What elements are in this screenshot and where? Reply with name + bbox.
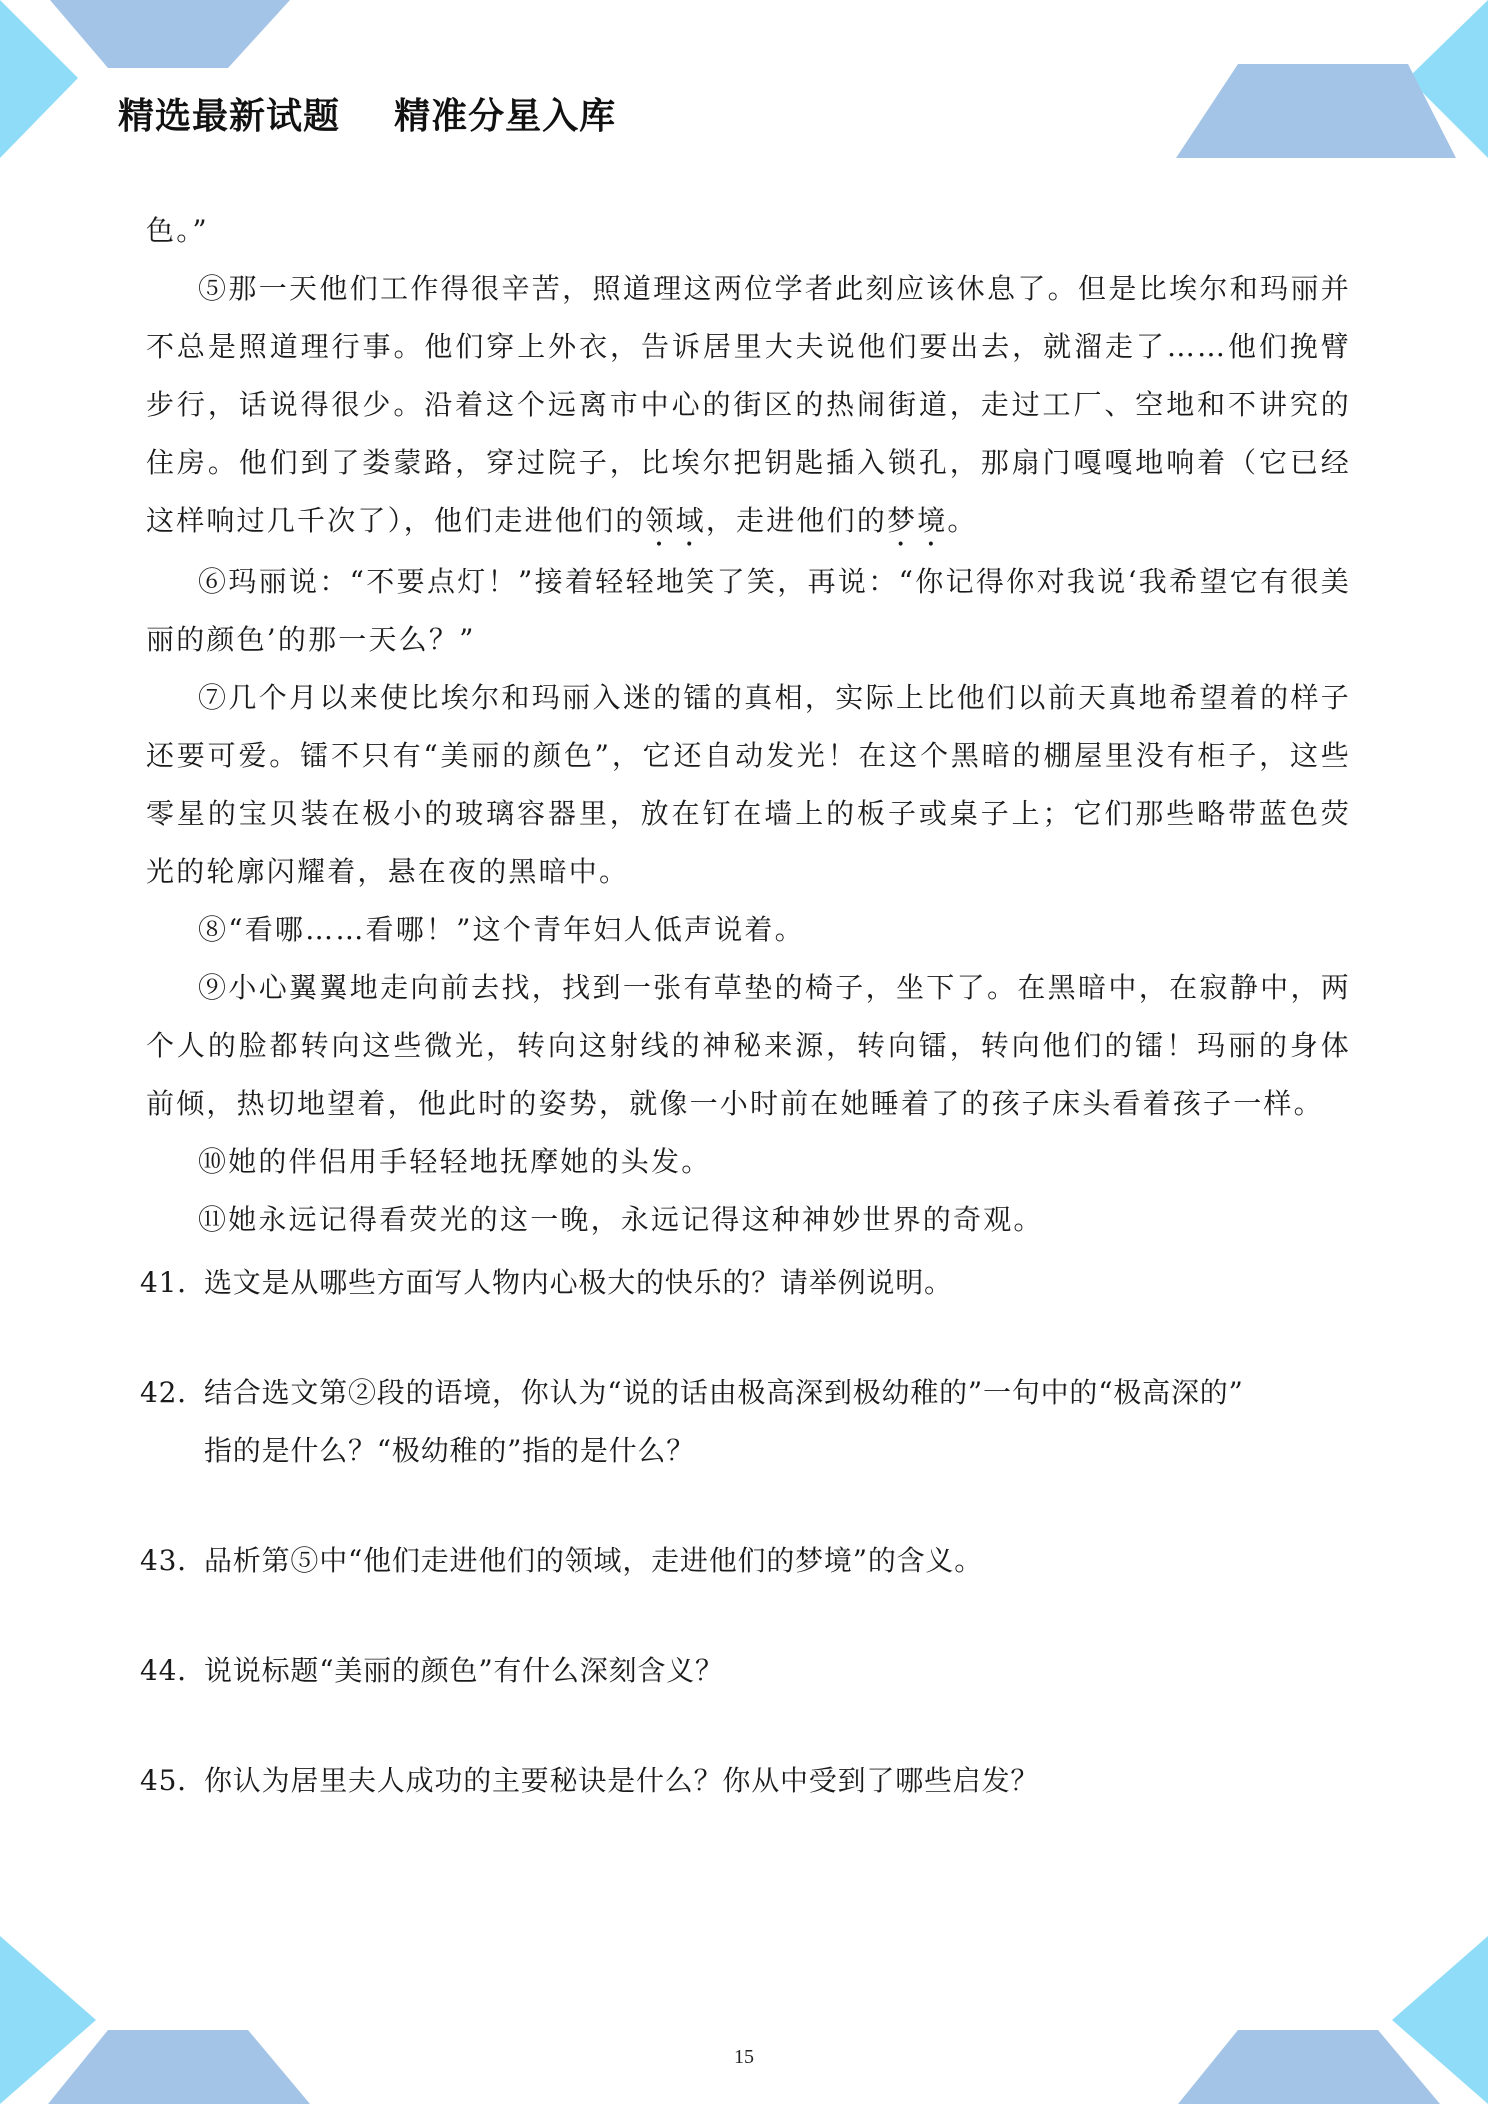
- question-text: 选文是从哪些方面写人物内心极大的快乐的？请举例说明。: [204, 1266, 953, 1299]
- question-text: 结合选文第②段的语境，你认为“说的话由极高深到极幼稚的”一句中的“极高深的”: [204, 1376, 1244, 1409]
- top-left-trapezoid: [50, 0, 290, 68]
- question-text: 说说标题“美丽的颜色”有什么深刻含义？: [204, 1654, 724, 1687]
- question-number: 41．: [140, 1266, 207, 1299]
- passage-paragraph-9: ⑨小心翼翼地走向前去找，找到一张有草垫的椅子，坐下了。在黑暗中，在寂静中，两个人的脸都转向这些微光，转向这射线的神秘来源，转向镭，转向他们的镭！玛丽的身体前倾，热切地望着，他此时的姿势，就像一小时前在她睡着了的孩子床头看着孩子一样。: [146, 971, 1351, 1120]
- top-left-triangle: [0, 0, 78, 158]
- question-number: 42．: [140, 1376, 207, 1409]
- question-number: 44．: [140, 1654, 207, 1687]
- paragraph-5-mid: ，走进他们的: [705, 504, 888, 537]
- question-number: 45．: [140, 1764, 207, 1797]
- question-42: [140, 1364, 1360, 1480]
- question-45: [140, 1752, 1360, 1810]
- paragraph-5-text: ⑤那一天他们工作得很辛苦，照道理这两位学者此刻应该休息了。但是比埃尔和玛丽并不总是照道理行事。他们穿上外衣，告诉居里大夫说他们要出去，就溜走了……他们挽臂步行，话说得很少。沿着这个远离市中心的街区的热闹街道，走过工厂、空地和不讲究的住房。他们到了娄蒙路，穿过院子，比埃尔把钥匙插入锁孔，那扇门嘎嘎地响着（它已经这样响过几千次了），他们走进他们的: [146, 272, 1351, 537]
- passage-paragraph-11: ⑪她永远记得看荧光的这一晚，永远记得这种神妙世界的奇观。: [198, 1203, 1044, 1236]
- question-text: 你认为居里夫人成功的主要秘诀是什么？你从中受到了哪些启发？: [204, 1764, 1040, 1797]
- emphasized-word-realm: 领域: [645, 504, 706, 537]
- question-44: [140, 1642, 1360, 1700]
- question-continuation: 指的是什么？“极幼稚的”指的是什么？: [204, 1434, 696, 1467]
- paragraph-5-end: 。: [947, 504, 978, 537]
- top-right-trapezoid: [1176, 64, 1456, 158]
- passage-paragraph-6: ⑥玛丽说：“不要点灯！”接着轻轻地笑了笑，再说：“你记得你对我说‘我希望它有很美丽的颜色’的那一天么？”: [146, 565, 1351, 656]
- question-text: 品析第⑤中“他们走进他们的领域，走进他们的梦境”的含义。: [204, 1544, 984, 1577]
- passage-paragraph-5: [146, 260, 1351, 553]
- header-title: 精选最新试题 精准分星入库: [118, 96, 617, 137]
- passage-paragraph-8: ⑧“看哪……看哪！”这个青年妇人低声说着。: [198, 913, 805, 946]
- question-43: [140, 1532, 1360, 1590]
- passage-paragraph-7: ⑦几个月以来使比埃尔和玛丽入迷的镭的真相，实际上比他们以前天真地希望着的样子还要可爱。镭不只有“美丽的颜色”，它还自动发光！在这个黑暗的棚屋里没有柜子，这些零星的宝贝装在极小的玻璃容器里，放在钉在墙上的板子或桌子上；它们那些略带蓝色荧光的轮廓闪耀着，悬在夜的黑暗中。: [146, 681, 1351, 888]
- passage-paragraph-10: ⑩她的伴侣用手轻轻地抚摩她的头发。: [198, 1145, 712, 1178]
- emphasized-word-dream: 梦境: [887, 504, 948, 537]
- passage: [146, 202, 1351, 1249]
- page-number: 15: [734, 2046, 754, 2068]
- question-41: [140, 1254, 1360, 1312]
- question-number: 43．: [140, 1544, 207, 1577]
- passage-paragraph-0: 色。”: [146, 214, 209, 247]
